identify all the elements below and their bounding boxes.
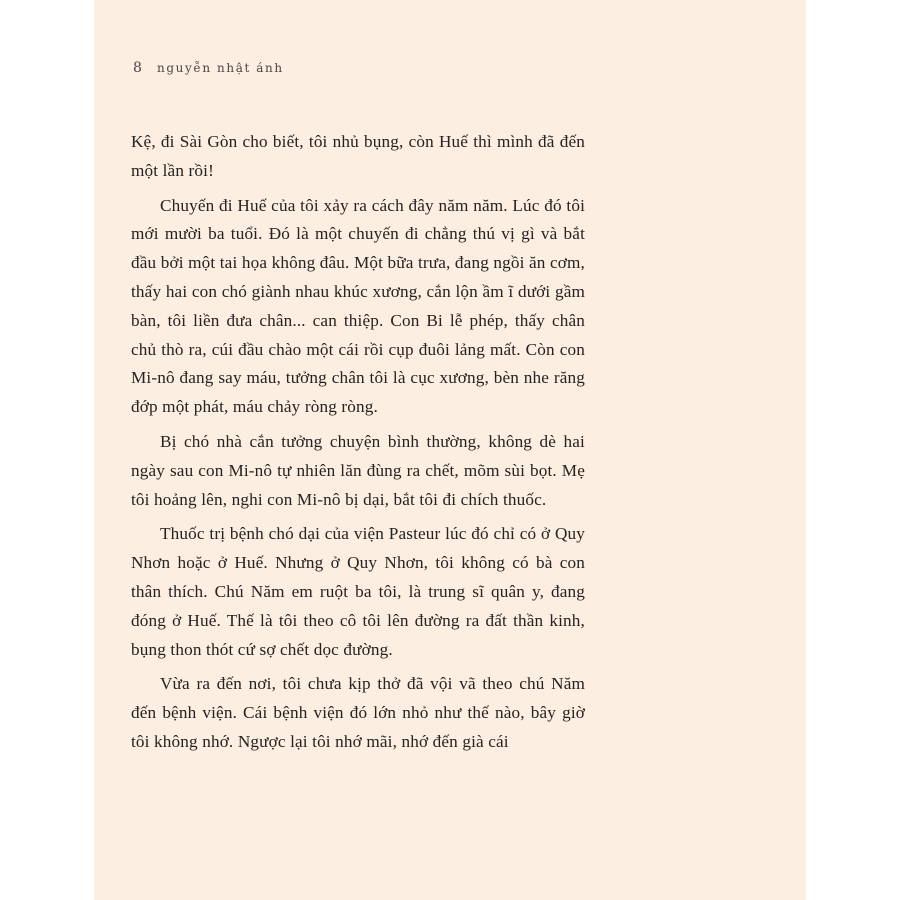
page-number: 8: [133, 60, 142, 76]
paragraph: Chuyến đi Huế của tôi xảy ra cách đây năm năm. Lúc đó tôi mới mười ba tuổi. Đó là một chuyến đi chẳng thú vị gì và bắt đầu bởi một tai họa không đâu. Một bữa trưa, đang ngồi ăn cơm, thấy hai con chó giành nhau khúc xương, cắn lộn ầm ĩ dưới gầm bàn, tôi liền đưa chân... can thiệp. Con Bi lễ phép, thấy chân chủ thò ra, cúi đầu chào một cái rồi cụp đuôi lảng mất. Còn con Mi-nô đang say máu, tưởng chân tôi là cục xương, bèn nhe răng đớp một phát, máu chảy ròng ròng.: [131, 195, 585, 417]
paragraph: Vừa ra đến nơi, tôi chưa kịp thở đã vội vã theo chú Năm đến bệnh viện. Cái bệnh viện đó lớn nhỏ như thế nào, bây giờ tôi không nhớ. Ngược lại tôi nhớ mãi, nhớ đến già cái: [131, 674, 585, 751]
running-head-author: nguyễn nhật ánh: [157, 61, 284, 75]
paragraph: Thuốc trị bệnh chó dại của viện Pasteur lúc đó chỉ có ở Quy Nhơn hoặc ở Huế. Nhưng ở Quy Nhơn, tôi không có bà con thân thích. Chú Năm em ruột ba tôi, là trung sĩ quân y, đang đóng ở Huế. Thế là tôi theo cô tôi lên đường ra đất thần kinh, bụng thon thót cứ sợ chết dọc đường.: [131, 524, 585, 659]
page-header: [133, 57, 284, 76]
body-text: [131, 128, 585, 763]
paragraph: Kệ, đi Sài Gòn cho biết, tôi nhủ bụng, còn Huế thì mình đã đến một lần rồi!: [131, 132, 585, 180]
paragraph: Bị chó nhà cắn tưởng chuyện bình thường, không dè hai ngày sau con Mi-nô tự nhiên lăn đùng ra chết, mõm sùi bọt. Mẹ tôi hoảng lên, nghi con Mi-nô bị dại, bắt tôi đi chích thuốc.: [131, 431, 585, 509]
